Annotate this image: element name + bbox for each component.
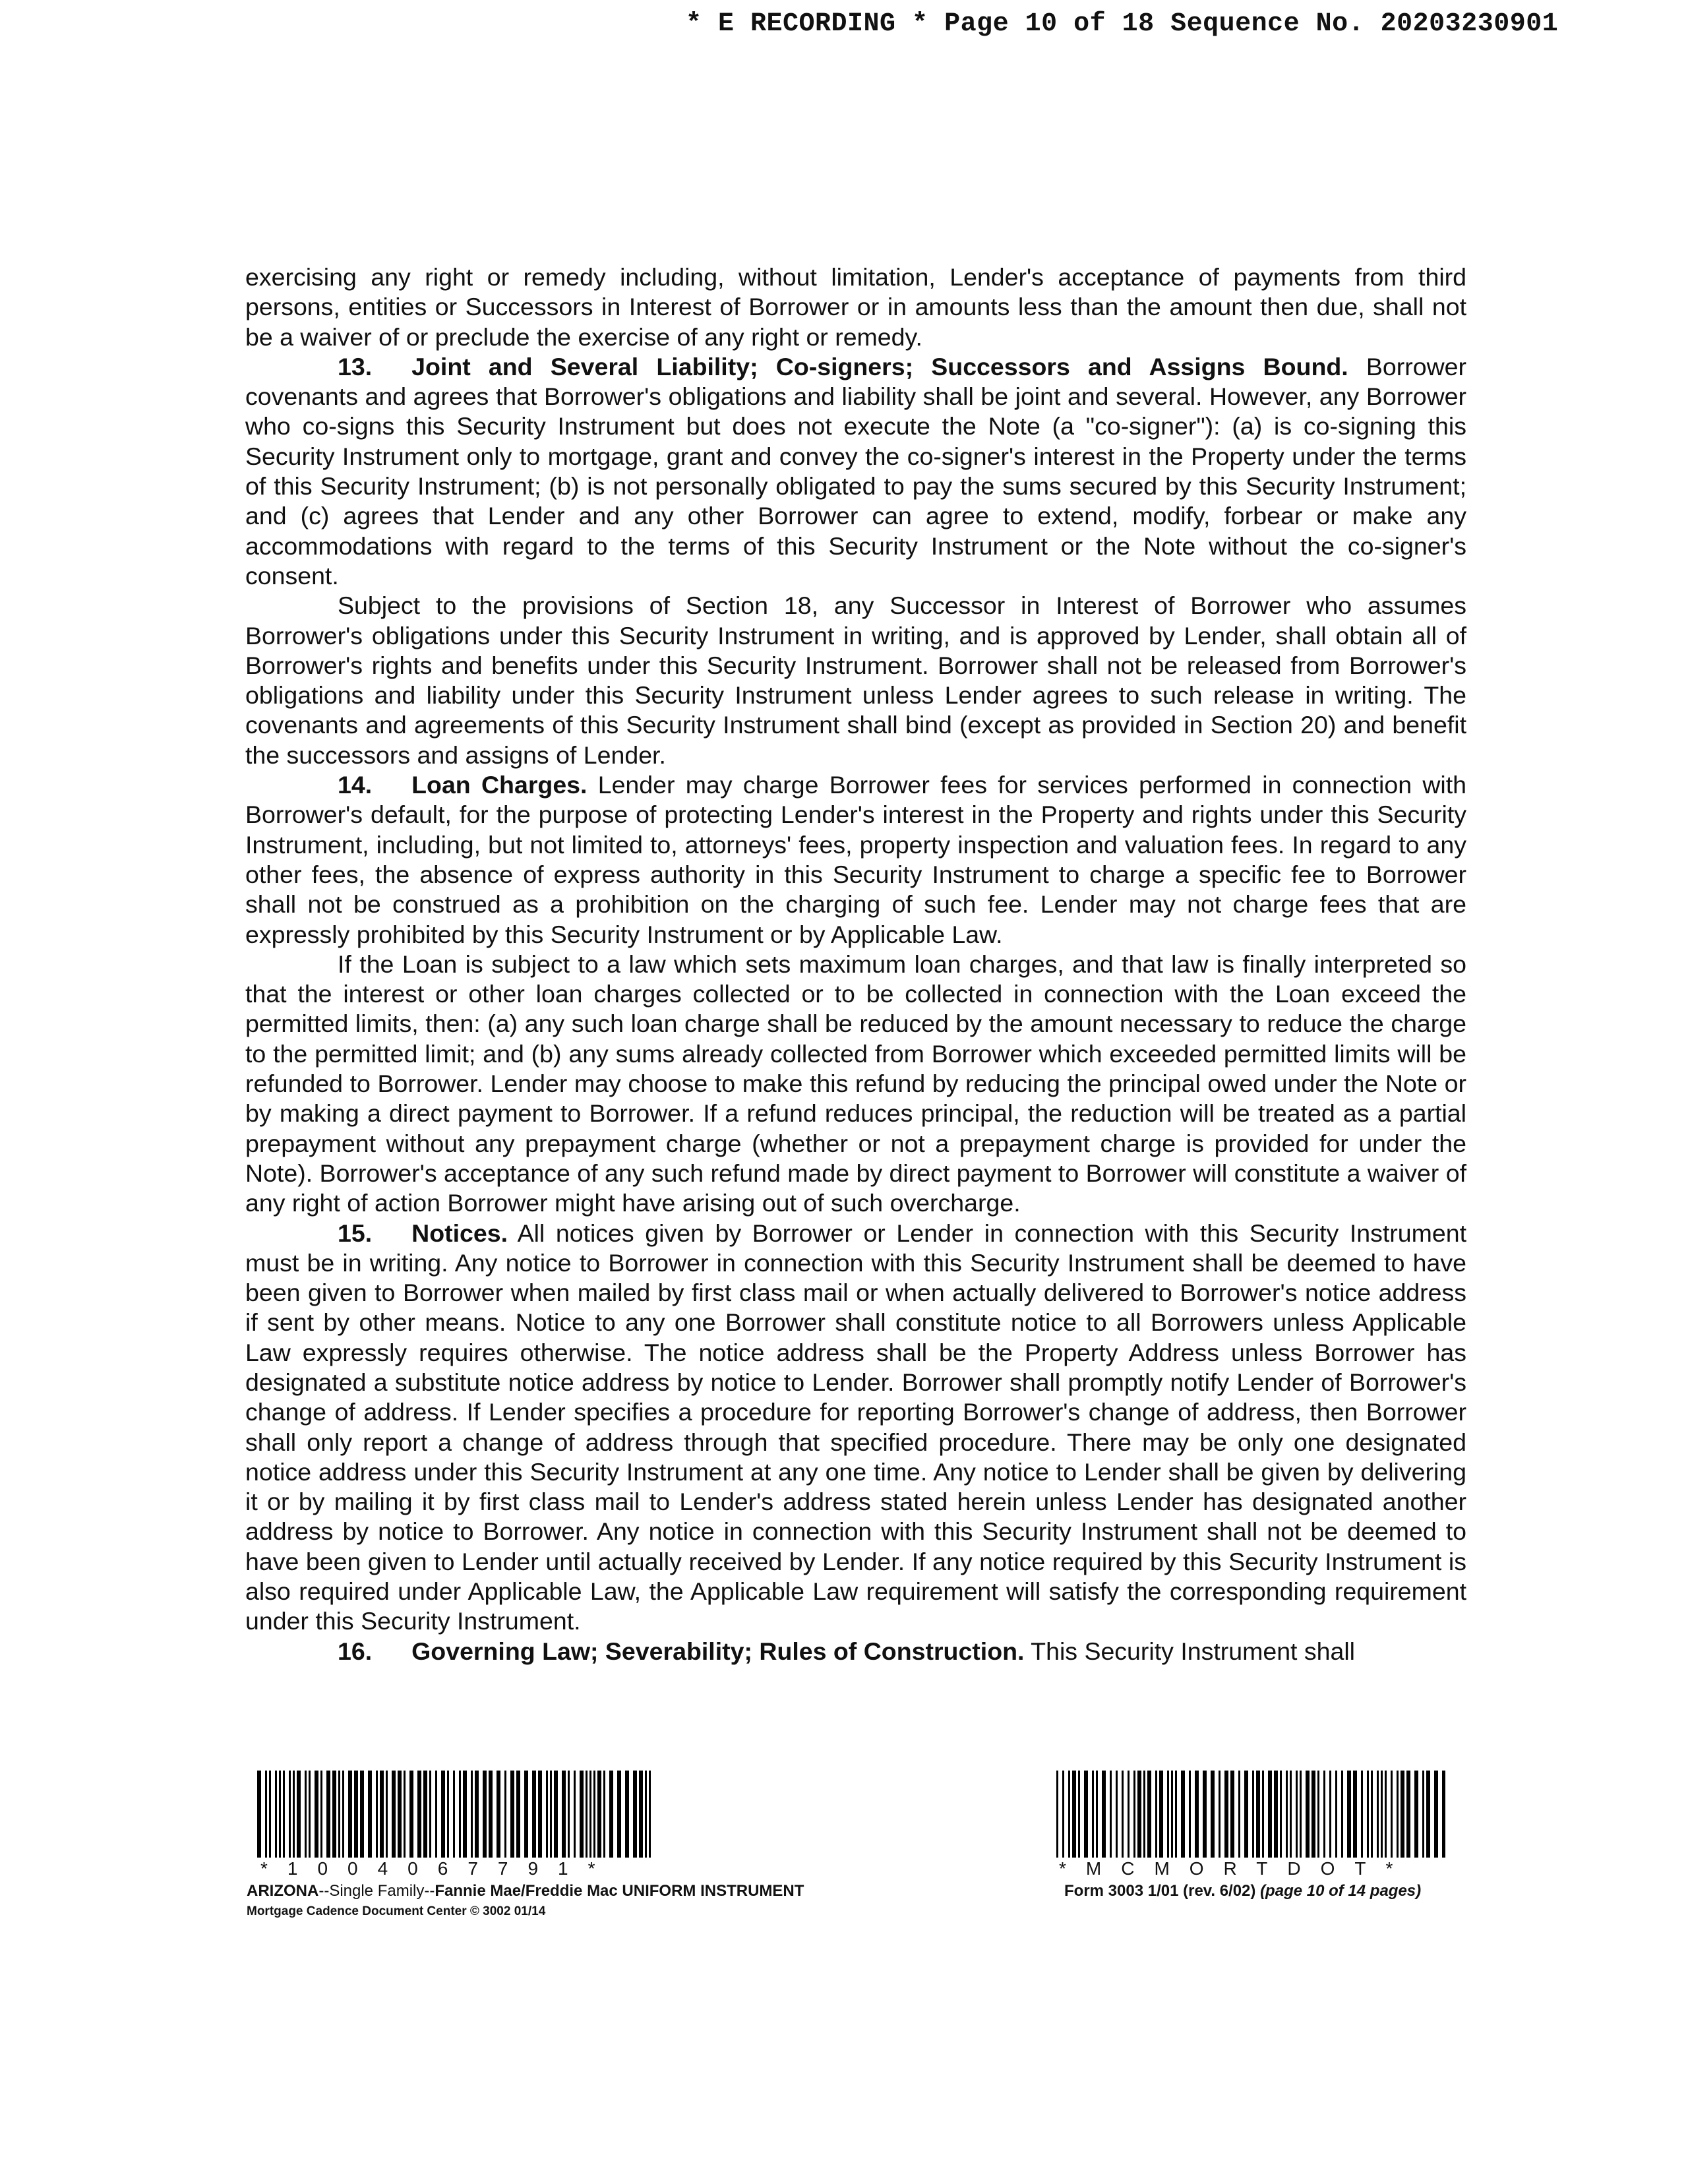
barcode-bar [574, 1771, 576, 1858]
barcode-bar [1219, 1771, 1221, 1858]
barcode-bar [1062, 1771, 1064, 1858]
state-name: ARIZONA [247, 1882, 319, 1900]
barcode-bar [1280, 1771, 1282, 1858]
barcode-bar [645, 1771, 647, 1858]
paragraph-continuation [245, 262, 1466, 352]
document-code-barcode [1056, 1771, 1445, 1862]
barcode-bar [1406, 1771, 1410, 1858]
barcode-bar [524, 1771, 528, 1858]
barcode-bar [1252, 1771, 1254, 1858]
barcode-bar [380, 1771, 384, 1858]
barcode-bar [1367, 1771, 1369, 1858]
barcode-bar [1290, 1771, 1292, 1858]
barcode-bar [293, 1771, 295, 1858]
barcode-bar [297, 1771, 301, 1858]
barcode-bar [459, 1771, 461, 1858]
section-13-successors [245, 591, 1466, 770]
barcode-bar [1323, 1771, 1325, 1858]
barcode-graphic [257, 1771, 653, 1862]
barcode-bar [289, 1771, 291, 1858]
barcode-bar [1110, 1771, 1112, 1858]
barcode-bar [423, 1771, 427, 1858]
barcode-bar [580, 1771, 584, 1858]
barcode-bar [1143, 1771, 1145, 1858]
barcode-bar [1317, 1771, 1319, 1858]
barcode-bar [279, 1771, 281, 1858]
barcode-bar [360, 1771, 364, 1858]
barcode-bar [1414, 1771, 1418, 1858]
form-id: Form 3003 1/01 (rev. 6/02) [1064, 1882, 1256, 1900]
barcode-bar [597, 1771, 601, 1858]
barcode-bar [275, 1771, 277, 1858]
barcode-bar [1195, 1771, 1199, 1858]
barcode-bar [625, 1771, 629, 1858]
barcode-bar [538, 1771, 542, 1858]
barcode-bar [392, 1771, 396, 1858]
section-14-max-charges [245, 950, 1466, 1219]
barcode-bar [504, 1771, 506, 1858]
barcode-bar [1096, 1771, 1098, 1858]
barcode-bar [453, 1771, 455, 1858]
barcode-bar [554, 1771, 558, 1858]
barcode-bar [1238, 1771, 1240, 1858]
barcode-bar [398, 1771, 402, 1858]
barcode-bar [409, 1771, 413, 1858]
instrument-title [247, 1882, 804, 1900]
paragraph-text: Subject to the provisions of Section 18, any Successor in Interest of Borrower who assumes Borrower's obligations under this Security Instrument in writing, and is approved by Lender, shall obtain all of Borrower's rights and benefits under this Security Instrument. Borrower shall not be released from Borrower's obligations and liability under this Security Instrument unless Lender agrees to such release in writing. The covenants and agreements of this Security Instrument shall bind (except as provided in Section 20) and benefit the successors and assigns of Lender. [245, 592, 1466, 769]
section-number: 15. [338, 1219, 373, 1247]
barcode-bar [1335, 1771, 1337, 1858]
barcode-bar [1084, 1771, 1088, 1858]
barcode-bar [338, 1771, 340, 1858]
barcode-bar [1371, 1771, 1373, 1858]
barcode-bar [1361, 1771, 1363, 1858]
recording-header: * E RECORDING * Page 10 of 18 Sequence No. 20203230901 [686, 9, 1559, 39]
barcode-bar [1230, 1771, 1234, 1858]
property-type: --Single Family-- [318, 1882, 435, 1900]
section-16 [245, 1637, 1466, 1666]
barcode-bar [1211, 1771, 1215, 1858]
barcode-bar [386, 1771, 388, 1858]
barcode-bar [1092, 1771, 1094, 1858]
barcode-bar [1072, 1771, 1076, 1858]
section-title: Governing Law; Severability; Rules of Construction. [411, 1637, 1025, 1665]
barcode-bar [429, 1771, 431, 1858]
barcode-bar [633, 1771, 637, 1858]
paragraph-text: This Security Instrument shall [1024, 1637, 1356, 1665]
document-center-line: Mortgage Cadence Document Center © 3002 01/14 [247, 1904, 546, 1918]
barcode-bar [516, 1771, 520, 1858]
barcode-bar [550, 1771, 552, 1858]
section-15 [245, 1219, 1466, 1637]
barcode-bar [1385, 1771, 1387, 1858]
barcode-bar [1262, 1771, 1264, 1858]
barcode-bar [283, 1771, 285, 1858]
barcode-bar [305, 1771, 307, 1858]
barcode-bar [1391, 1771, 1393, 1858]
barcode-bar [1256, 1771, 1260, 1858]
barcode-graphic [1056, 1771, 1445, 1862]
section-14 [245, 770, 1466, 950]
document-code-barcode-text: *MCMORTDOT* [1059, 1858, 1413, 1879]
barcode-bar [593, 1771, 595, 1858]
barcode-bar [404, 1771, 406, 1858]
page-count: (page 10 of 14 pages) [1260, 1882, 1422, 1900]
barcode-bar [617, 1771, 621, 1858]
loan-number-barcode-text: *1004067791* [260, 1858, 615, 1879]
barcode-bar [1102, 1771, 1106, 1858]
barcode-bar [435, 1771, 437, 1858]
barcode-bar [257, 1771, 261, 1858]
barcode-bar [463, 1771, 467, 1858]
barcode-bar [326, 1771, 330, 1858]
barcode-bar [1268, 1771, 1272, 1858]
barcode-bar [1137, 1771, 1141, 1858]
barcode-bar [1347, 1771, 1351, 1858]
barcode-bar [447, 1771, 449, 1858]
barcode-bar [1311, 1771, 1315, 1858]
barcode-bar [1203, 1771, 1207, 1858]
instrument-name: Fannie Mae/Freddie Mac UNIFORM INSTRUMENT [435, 1882, 804, 1900]
barcode-bar [1244, 1771, 1248, 1858]
barcode-bar [1286, 1771, 1288, 1858]
barcode-bar [1133, 1771, 1135, 1858]
barcode-bar [483, 1771, 487, 1858]
barcode-bar [589, 1771, 591, 1858]
barcode-bar [489, 1771, 493, 1858]
barcode-bar [354, 1771, 358, 1858]
barcode-bar [1056, 1771, 1058, 1858]
barcode-bar [532, 1771, 536, 1858]
barcode-bar [309, 1771, 311, 1858]
barcode-bar [1329, 1771, 1331, 1858]
barcode-bar [376, 1771, 378, 1858]
barcode-bar [1128, 1771, 1130, 1858]
barcode-bar [1224, 1771, 1228, 1858]
barcode-bar [1296, 1771, 1298, 1858]
section-13 [245, 352, 1466, 591]
barcode-bar [1181, 1771, 1185, 1858]
document-body [245, 262, 1466, 1666]
barcode-bar [1078, 1771, 1080, 1858]
barcode-bar [1381, 1771, 1383, 1858]
section-title: Joint and Several Liability; Co-signers; Successors and Assigns Bound. [411, 352, 1348, 380]
barcode-bar [1300, 1771, 1302, 1858]
barcode-bar [1341, 1771, 1343, 1858]
barcode-bar [562, 1771, 566, 1858]
barcode-bar [269, 1771, 271, 1858]
barcode-bar [441, 1771, 445, 1858]
barcode-bar [1189, 1771, 1191, 1858]
form-number [1064, 1882, 1421, 1900]
barcode-bar [609, 1771, 613, 1858]
barcode-bar [417, 1771, 421, 1858]
barcode-bar [1171, 1771, 1173, 1858]
barcode-bar [1159, 1771, 1163, 1858]
barcode-bar [1274, 1771, 1278, 1858]
barcode-bar [471, 1771, 473, 1858]
paragraph-text: Borrower covenants and agrees that Borrower's obligations and liability shall be joint and several. However, any Borrower who co-signs this Security Instrument but does not execute the Note (a "co-signer"): (a) is co-signing this Security Instrument only to mortgage, grant and convey the co-signer's interest in the Property under the terms of this Security Instrument; (b) is not personally obligated to pay the sums secured by this Security Instrument; and (c) agrees that Lender and any other Borrower can agree to extend, modify, forbear or make any accommodations with regard to the terms of this Security Instrument or the Note without the co-signer's consent. [245, 352, 1466, 590]
barcode-bar [1377, 1771, 1379, 1858]
barcode-bar [1353, 1771, 1357, 1858]
paragraph-text: exercising any right or remedy including, without limitation, Lender's acceptance of payments from third persons, entities or Successors in Interest of Borrower or in amounts less than the amount then due, shall not be a waiver of or preclude the exercise of any right or remedy. [245, 263, 1466, 351]
barcode-bar [342, 1771, 344, 1858]
paragraph-text: Lender may charge Borrower fees for services performed in connection with Borrower's default, for the purpose of protecting Lender's interest in the Property and rights under this Security Instrument, including, but not limited to, attorneys' fees, property inspection and valuation fees. In regard to any other fees, the absence of express authority in this Security Instrument to charge a specific fee to Borrower shall not be construed as a prohibition on the charging of such fee. Lender may not charge fees that are expressly prohibited by this Security Instrument or by Applicable Law. [245, 771, 1467, 948]
barcode-bar [320, 1771, 322, 1858]
section-title: Notices. [411, 1219, 508, 1247]
section-number: 13. [338, 352, 373, 380]
section-number: 14. [338, 771, 373, 799]
barcode-bar [1155, 1771, 1157, 1858]
barcode-bar [603, 1771, 605, 1858]
barcode-bar [546, 1771, 548, 1858]
section-number: 16. [338, 1637, 373, 1665]
barcode-bar [510, 1771, 514, 1858]
barcode-bar [1442, 1771, 1445, 1858]
barcode-bar [1167, 1771, 1169, 1858]
barcode-bar [1306, 1771, 1310, 1858]
barcode-bar [348, 1771, 352, 1858]
barcode-bar [1397, 1771, 1399, 1858]
barcode-bar [1147, 1771, 1151, 1858]
barcode-bar [315, 1771, 318, 1858]
barcode-bar [1426, 1771, 1430, 1858]
paragraph-text: All notices given by Borrower or Lender in connection with this Security Instrument must be in writing. Any notice to Borrower in connection with this Security Instrument shall be deemed to have been given to Borrower when mailed by first class mail or when actually delivered to Borrower's notice address if sent by other means. Notice to any one Borrower shall constitute notice to all Borrowers unless Applicable Law expressly requires otherwise. The notice address shall be the Property Address unless Borrower has designated a substitute notice address by notice to Lender. Borrower shall promptly notify Lender of Borrower's change of address. If Lender specifies a procedure for reporting Borrower's change of address, then Borrower shall only report a change of address through that specified procedure. There may be only one designated notice address under this Security Instrument at any one time. Any notice to Lender shall be given by delivering it or by mailing it by first class mail to Lender's address stated herein unless Lender has designated another address by notice to Borrower. Any notice in connection with this Security Instrument shall not be deemed to have been given to Lender until actually received by Lender. If any notice required by this Security Instrument is also required under Applicable Law, the Applicable Law requirement will satisfy the corresponding requirement under this Security Instrument. [245, 1219, 1466, 1635]
barcode-bar [568, 1771, 570, 1858]
barcode-bar [1068, 1771, 1070, 1858]
barcode-bar [265, 1771, 267, 1858]
loan-number-barcode [257, 1771, 653, 1862]
paragraph-text: If the Loan is subject to a law which sets maximum loan charges, and that law is finally interpreted so that the interest or other loan charges collected or to be collected in connection with the Loan exceed the permitted limits, then: (a) any such loan charge shall be reduced by the amount necessary to reduce the charge to the permitted limit; and (b) any sums already collected from Borrower which exceeded permitted limits will be refunded to Borrower. Lender may choose to make this refund by reducing the principal owed under the Note or by making a direct payment to Borrower. If a refund reduces principal, the reduction will be treated as a partial prepayment without any prepayment charge (whether or not a prepayment charge is provided for under the Note). Borrower's acceptance of any such refund made by direct payment to Borrower will constitute a waiver of any right of action Borrower might have arising out of such overcharge. [245, 950, 1466, 1217]
barcode-bar [368, 1771, 372, 1858]
barcode-bar [475, 1771, 479, 1858]
barcode-bar [1116, 1771, 1118, 1858]
barcode-bar [1175, 1771, 1177, 1858]
barcode-bar [1122, 1771, 1124, 1858]
barcode-bar [332, 1771, 336, 1858]
barcode-bar [497, 1771, 500, 1858]
barcode-bar [649, 1771, 651, 1858]
barcode-bar [1434, 1771, 1438, 1858]
barcode-bar [639, 1771, 643, 1858]
barcode-bar [1422, 1771, 1424, 1858]
barcode-bar [1401, 1771, 1404, 1858]
section-title: Loan Charges. [411, 771, 588, 799]
barcode-bar [586, 1771, 588, 1858]
